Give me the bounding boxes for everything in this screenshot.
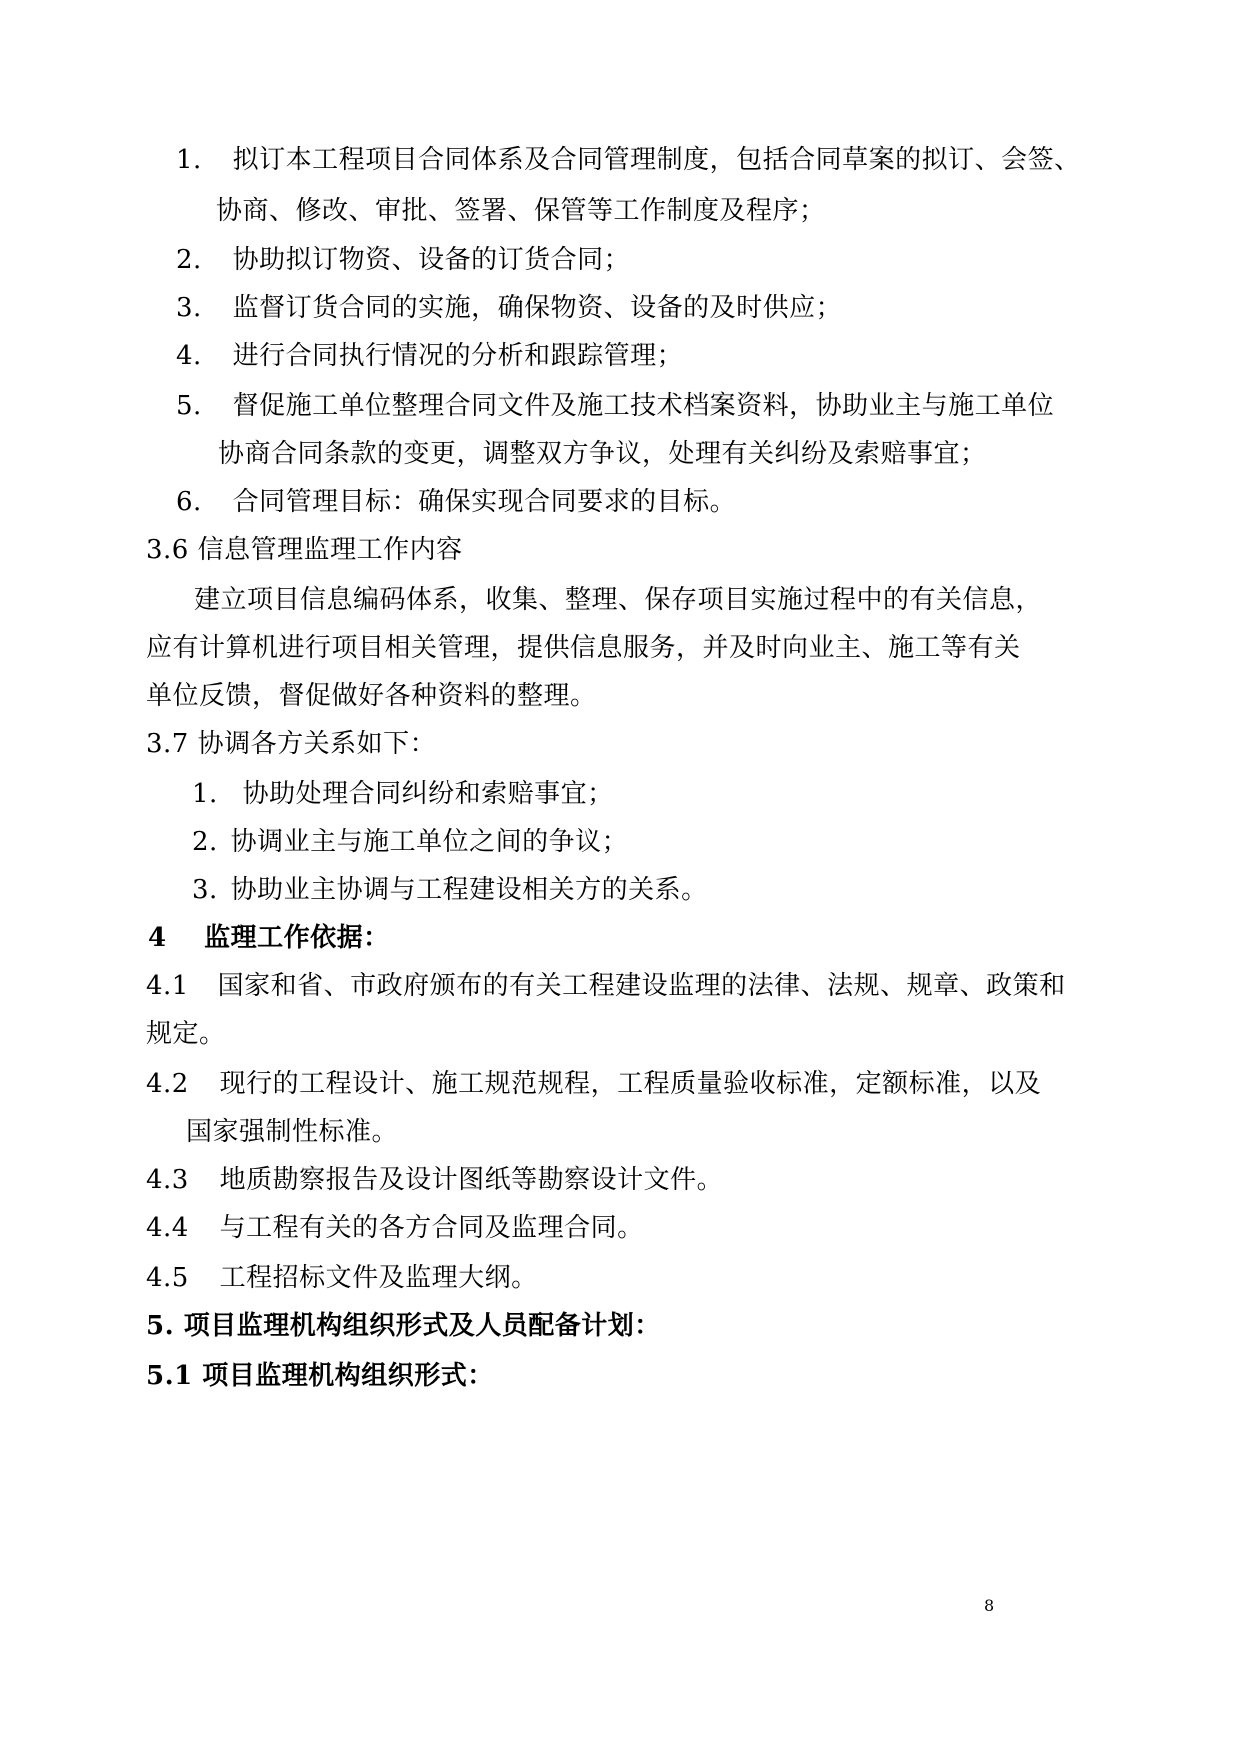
list-item-continuation: 规定。 <box>146 1019 226 1049</box>
list-item-number: 3. <box>192 875 218 905</box>
list-item <box>146 1066 1041 1102</box>
list-item-text: 现行的工程设计、施工规范规程，工程质量验收标准，定额标准，以及 <box>219 1069 1042 1099</box>
list-item-number: 4. <box>176 341 202 371</box>
section-number: 4 <box>148 923 167 953</box>
list-item-text: 协助拟订物资、设备的订货合同； <box>232 245 631 275</box>
list-item-text: 督促施工单位整理合同文件及施工技术档案资料，协助业主与施工单位 <box>232 391 1055 421</box>
list-item-text: 合同管理目标：确保实现合同要求的目标。 <box>232 487 737 517</box>
list-item-number: 5. <box>176 391 202 421</box>
list-item-number: 2. <box>176 245 202 275</box>
section-heading-3-7: 3.7 协调各方关系如下： <box>146 729 437 759</box>
list-item-text: 国家和省、市政府颁布的有关工程建设监理的法律、法规、规章、政策和 <box>217 971 1066 1001</box>
list-item-number: 2. <box>192 827 218 857</box>
list-item-text: 协调业主与施工单位之间的争议； <box>230 827 629 857</box>
list-item <box>146 1162 723 1198</box>
list-item-continuation: 协商、修改、审批、签署、保管等工作制度及程序； <box>216 196 826 226</box>
list-item <box>146 1210 644 1246</box>
list-item-text: 与工程有关的各方合同及监理合同。 <box>219 1213 644 1243</box>
section-heading-3-6: 3.6 信息管理监理工作内容 <box>146 535 463 565</box>
list-item-text: 拟订本工程项目合同体系及合同管理制度，包括合同草案的拟订、会签、 <box>232 145 1081 175</box>
list-item-number: 4.4 <box>146 1213 189 1243</box>
list-item <box>176 142 1081 178</box>
list-item <box>176 242 630 278</box>
list-item-number: 3. <box>176 293 202 323</box>
paragraph-line: 应有计算机进行项目相关管理，提供信息服务，并及时向业主、施工等有关 <box>146 633 1021 663</box>
list-item-continuation: 协商合同条款的变更，调整双方争议，处理有关纠纷及索赔事宜； <box>218 439 987 469</box>
list-item-text: 协助业主协调与工程建设相关方的关系。 <box>230 875 708 905</box>
list-item <box>176 484 736 520</box>
list-item-number: 6. <box>176 487 202 517</box>
list-item-text: 监督订货合同的实施，确保物资、设备的及时供应； <box>232 293 843 323</box>
list-item-number: 4.1 <box>146 971 189 1001</box>
section-heading-4 <box>148 920 390 956</box>
list-item <box>146 1260 538 1296</box>
list-item-number: 4.5 <box>146 1263 189 1293</box>
list-item <box>146 968 1066 1004</box>
list-item-text: 工程招标文件及监理大纲。 <box>219 1263 538 1293</box>
list-item-number: 4.2 <box>146 1069 189 1099</box>
paragraph-line: 建立项目信息编码体系，收集、整理、保存项目实施过程中的有关信息， <box>194 585 1043 615</box>
section-heading-5-1: 5.1 项目监理机构组织形式： <box>146 1361 494 1391</box>
list-item <box>176 388 1054 424</box>
list-item-number: 1. <box>192 779 218 809</box>
section-heading-5: 5. 项目监理机构组织形式及人员配备计划： <box>146 1311 661 1341</box>
list-item-continuation: 国家强制性标准。 <box>186 1117 399 1147</box>
list-item <box>192 872 708 908</box>
list-item <box>176 290 842 326</box>
list-item <box>192 824 628 860</box>
list-item <box>192 776 614 812</box>
list-item-text: 协助处理合同纠纷和索赔事宜； <box>242 779 614 809</box>
list-item-number: 1. <box>176 145 202 175</box>
list-item <box>176 338 683 374</box>
paragraph-line: 单位反馈，督促做好各种资料的整理。 <box>146 681 597 711</box>
list-item-text: 地质勘察报告及设计图纸等勘察设计文件。 <box>219 1165 724 1195</box>
list-item-text: 进行合同执行情况的分析和跟踪管理； <box>232 341 684 371</box>
list-item-number: 4.3 <box>146 1165 189 1195</box>
section-title: 监理工作依据： <box>204 923 390 953</box>
page-number: 8 <box>984 1596 995 1615</box>
